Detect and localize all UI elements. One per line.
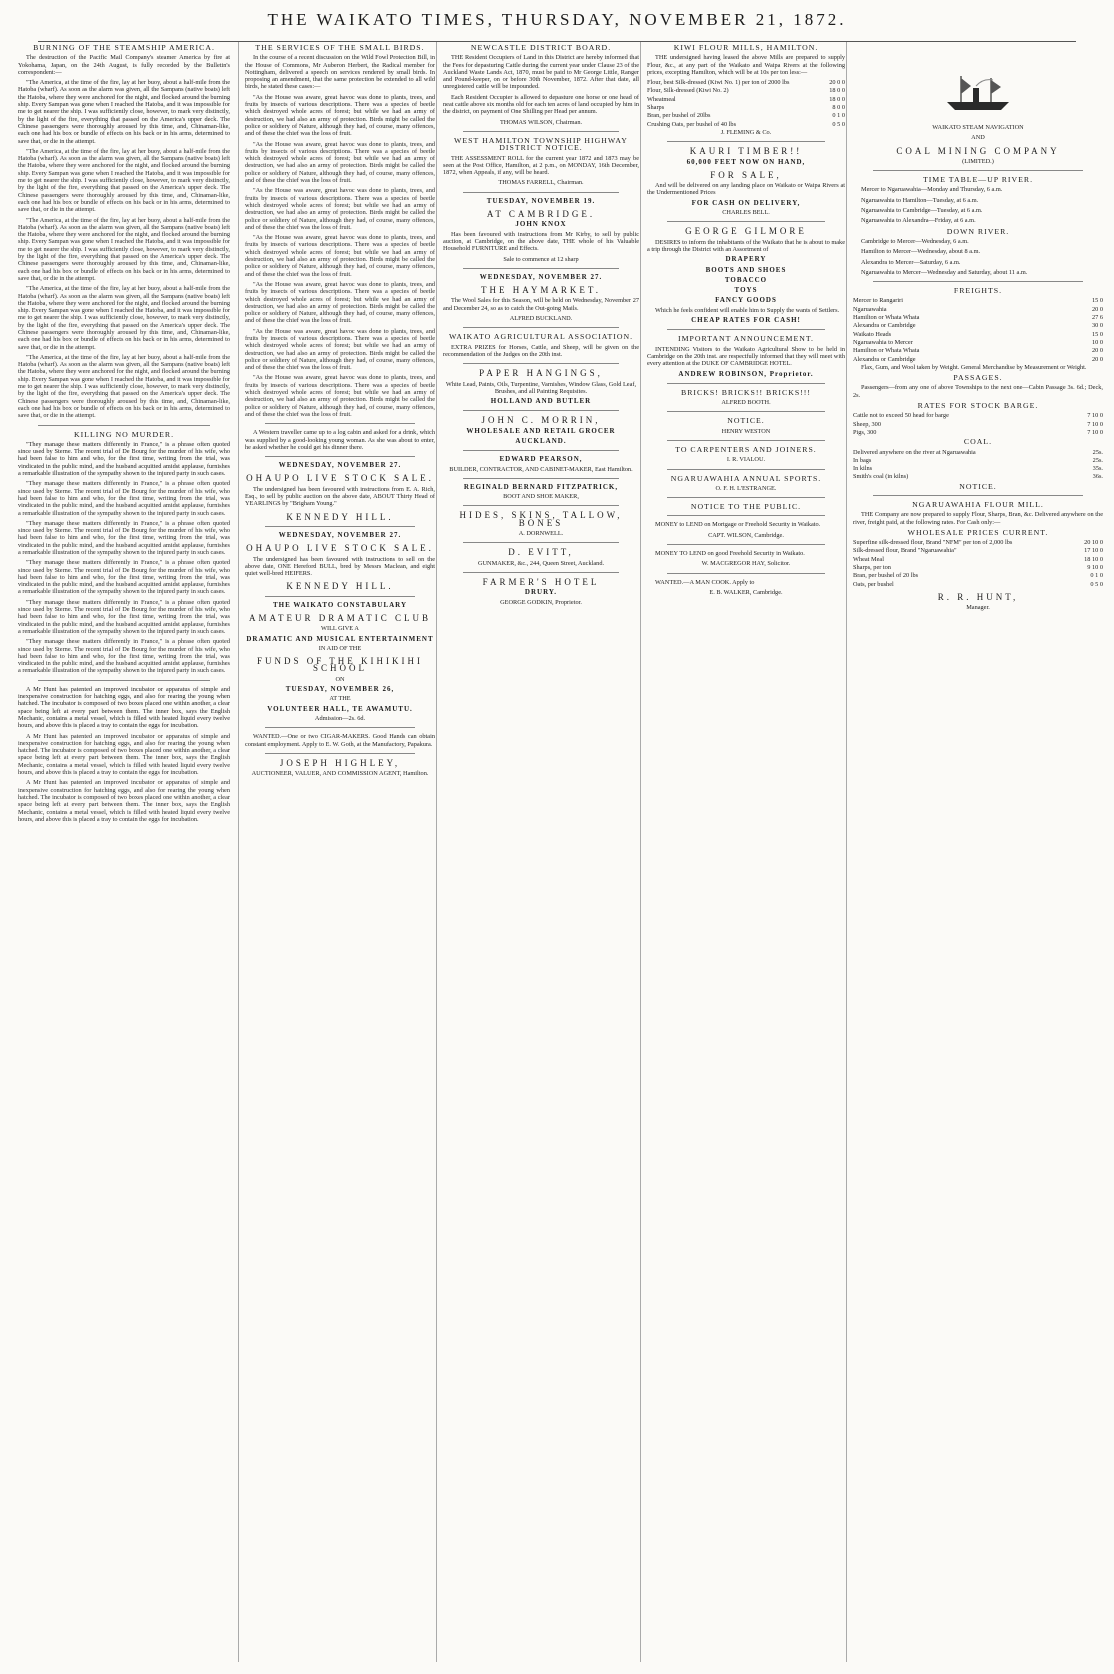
freight-row xyxy=(853,322,1103,329)
ad-title: JOSEPH HIGHLEY, xyxy=(279,757,401,768)
column-1 xyxy=(18,42,236,1662)
goods-item: TOBACCO xyxy=(724,275,768,284)
ad-body: The Wool Sales for this Season, will be held on Wednesday, November 27 and December 24, so as to catch the Out-going Mails. xyxy=(443,297,639,312)
article-paragraph: "As the House was aware, great havoc was done to plants, trees, and fruits by insects of various descriptions. There was a species of beetle which destroyed whole acres of forest; but while we had an army of destruction, we had also an army of protection. Birds might be called the police or soldiery of Nature, although they had, of course, many offences, and of these the chief was the loss of fruit. xyxy=(245,140,435,185)
ad-body: White Lead, Paints, Oils, Turpentine, Varnishes, Window Glass, Gold Leaf, Brushes, and all Painting Requisites. xyxy=(445,380,637,395)
freight-row-value: 27 6 xyxy=(1091,314,1103,322)
coal-row-value: 35s. xyxy=(1092,465,1103,473)
divider xyxy=(463,572,619,573)
price-row xyxy=(647,87,845,94)
freight-row-label: Alexandra or Cambridge xyxy=(853,322,916,330)
ad-signature: E. B. WALKER, Cambridge. xyxy=(709,588,783,596)
ad-date: TUESDAY, NOVEMBER 19. xyxy=(486,196,596,205)
passages-heading: PASSAGES. xyxy=(953,373,1003,383)
rate-row-label: Pigs, 300 xyxy=(853,428,877,436)
notice-signature: THOMAS FARRELL, Chairman. xyxy=(498,179,584,187)
column-3 xyxy=(436,42,645,1662)
timetable-row: Cambridge to Mercer—Wednesday, 6 a.m. xyxy=(861,237,969,245)
ad-body: The undersigned has been favoured with instructions from E. A. Rich, Esq., to sell by public auction on the above date, ABOUT Thirty Head of YEARLINGS by "Brigham Young." xyxy=(245,485,435,508)
ad-signature: W. MACGREGOR HAY, Solicitor. xyxy=(701,560,791,568)
rate-row-value: 7 10 0 xyxy=(1087,428,1103,436)
ad-signature: O. F. H. L'ESTRANGE. xyxy=(715,484,777,492)
price-row xyxy=(647,112,845,119)
article-heading: BURNING OF THE STEAMSHIP AMERICA. xyxy=(33,43,215,52)
freight-row-value: 20 0 xyxy=(1091,355,1103,363)
mill-row-label: Superfine silk-dressed flour, Brand "NFM" per ton of 2,000 lbs xyxy=(853,539,1013,547)
coal-row xyxy=(853,473,1103,480)
divider xyxy=(667,469,825,470)
price-row-label: Sharps xyxy=(647,104,665,112)
freight-row-label: Alexandra or Cambridge xyxy=(853,355,916,363)
rate-row-value: 7 10 0 xyxy=(1087,420,1103,428)
divider xyxy=(463,268,619,269)
timetable-up xyxy=(853,186,1103,224)
price-row xyxy=(647,121,845,128)
notice-heading: WEST HAMILTON TOWNSHIP HIGHWAY DISTRICT NOTICE. xyxy=(454,135,628,153)
divider xyxy=(265,596,415,597)
mill-row-label: Wheat Meal xyxy=(853,555,884,563)
ad-title: REGINALD BERNARD FITZPATRICK, xyxy=(463,482,619,491)
ad-subtitle: AMATEUR DRAMATIC CLUB xyxy=(248,613,431,623)
article-paragraph: "They manage these matters differently in France," is a phrase often quoted since used by Sterne. The recent trial of De Bourg for the murder of his wife, who had been false to him and who, for the first time, writing from the trial, was vindicated in the public mind, and the husband acquitted amidst applause, furnishes a remarkable illustration of the sympathy shown to the injured party in such cases. xyxy=(18,480,230,517)
ad-heading: KIWI FLOUR MILLS, HAMILTON. xyxy=(673,43,819,52)
goods-item: FANCY GOODS xyxy=(715,296,777,305)
ad-signature: HOLLAND AND BUTLER xyxy=(490,397,592,406)
rates-table xyxy=(853,412,1103,436)
ad-title: THE WAIKATO CONSTABULARY xyxy=(272,600,408,609)
freight-row xyxy=(853,339,1103,346)
ad-date: WEDNESDAY, NOVEMBER 27. xyxy=(278,461,402,470)
price-row-label: Wheatmeal xyxy=(647,95,676,103)
ad-line: Sale to commence at 12 sharp xyxy=(503,255,579,263)
price-row xyxy=(647,96,845,103)
timetable-row: Hamilton to Mercer—Wednesday, about 8 a.m. xyxy=(861,248,981,256)
freight-row-label: Ngaruawahia to Mercer xyxy=(853,338,913,346)
notice-paragraph: THE ASSESSMENT ROLL for the current year 1872 and 1873 may be seen at the Post Office, Hamilton, at 2 p.m., on MONDAY, 16th December, 1872, when Appeals, if any, will be heard. xyxy=(443,154,639,177)
ad-line: ON xyxy=(335,675,345,683)
ad-title: OHAUPO LIVE STOCK SALE. xyxy=(246,543,434,554)
price-row-value: 20 0 0 xyxy=(829,79,845,87)
freight-row-value: 15 0 xyxy=(1091,330,1103,338)
ad-signature: A. DORNWELL. xyxy=(518,530,564,538)
timetable-row: Ngaruawahia to Cambridge—Tuesday, at 6 a.m. xyxy=(861,207,983,215)
freight-row-value: 10 0 xyxy=(1091,338,1103,346)
ad-signature: ALFRED BOOTH. xyxy=(721,399,771,407)
notice-paragraph: Each Resident Occupier is allowed to depasture one horse or one head of neat cattle above six months old for each ten acres of land occupied by him in the district, on payment of One Shilling per Head per annum. xyxy=(443,93,640,116)
rate-row-value: 7 10 0 xyxy=(1087,412,1103,420)
notice-heading: NEWCASTLE DISTRICT BOARD. xyxy=(470,43,612,52)
mill-row-value: 0 1 0 xyxy=(1090,572,1103,580)
coal-row-label: In bags xyxy=(853,456,872,464)
ad-title: JOHN C. MORRIN, xyxy=(481,415,601,426)
divider xyxy=(667,573,825,574)
ad-title: AT CAMBRIDGE. xyxy=(486,209,596,220)
freight-row xyxy=(853,297,1103,304)
price-row-value: 0 1 0 xyxy=(832,112,845,120)
ad-title: GEORGE GILMORE xyxy=(685,226,807,237)
ad-heading: NOTICE. xyxy=(727,416,765,426)
divider xyxy=(667,329,825,330)
rate-row xyxy=(853,412,1103,419)
mill-row-value: 0 5 0 xyxy=(1090,580,1103,588)
ad-signature: KENNEDY HILL. xyxy=(286,581,394,592)
article-paragraph: A Western traveller came up to a log cabin and asked for a drink, which was supplied by a good-looking young woman. As she was about to enter, he asked whether he could get his dinner there. xyxy=(245,429,435,451)
ad-title: FARMER'S HOTEL xyxy=(482,576,600,587)
timetable-down xyxy=(853,238,1103,276)
ad-line: FUNDS OF THE KIHIKIHI SCHOOL xyxy=(256,656,424,674)
divider xyxy=(667,440,825,441)
goods-item: DRAPERY xyxy=(725,255,767,264)
ad-title: THE HAYMARKET. xyxy=(481,285,601,296)
mill-row-value: 18 10 0 xyxy=(1084,555,1103,563)
price-row-value: 18 0 0 xyxy=(829,95,845,103)
article-paragraph: "As the House was aware, great havoc was done to plants, trees, and fruits by insects of various descriptions. There was a species of beetle which destroyed whole acres of forest; but while we had an army of destruction, we had also an army of protection. Birds might be called the police or soldiery of Nature, although they had, of course, many offences, and of these the chief was the loss of fruit. xyxy=(245,93,435,138)
ad-auctioneer: JOHN KNOX xyxy=(515,220,567,229)
article-paragraph: "The America, at the time of the fire, lay at her buoy, about a half-mile from the Hatoba (wharf). As soon as the alarm was given, all the Sampans (native boats) left the Hatoba, where they were anchored for the night, and flocked around the burning ship. Every Sampan was gone when I reached the Hatoba, and it was impossible for me to get nearer the ship. I was sufficiently close, however, to mark very distinctly, by the light of the fire, everything that passed on the America's upper deck. The Chinese passengers were thoroughly aroused by this time, and, Chinaman-like, each one had his box or bundle of effects on his back or in his arms, determined to save that, or die in the attempt. xyxy=(18,147,230,214)
divider xyxy=(463,542,619,543)
divider xyxy=(667,221,825,222)
freight-row-label: Waikato Heads xyxy=(853,330,892,338)
freight-row xyxy=(853,356,1103,363)
article-paragraph: "They manage these matters differently in France," is a phrase often quoted since used by Sterne. The recent trial of De Bourg for the murder of his wife, who had been false to him and who, for the first time, writing from the trial, was vindicated in the public mind, and the husband acquitted amidst applause, furnishes a remarkable illustration of the sympathy shown to the injured party in such cases. xyxy=(18,519,230,556)
ad-body: WANTED.—One or two CIGAR-MAKERS. Good Hands can obtain constant employment. Apply to E. W. Goth, at the Manufactory, Papakura. xyxy=(245,733,435,748)
price-row-label: Flour, best Silk-dressed (Kiwi No. 1) per ton of 2000 lbs xyxy=(647,79,790,87)
goods-item: BOOTS AND SHOES xyxy=(705,265,787,274)
freight-row-label: Mercer to Rangariri xyxy=(853,297,904,305)
timetable-row: Alexandra to Mercer—Saturday, 6 a.m. xyxy=(861,258,961,266)
ad-line: FOR SALE, xyxy=(710,169,782,180)
article-paragraph: "They manage these matters differently in France," is a phrase often quoted since used by Sterne. The recent trial of De Bourg for the murder of his wife, who had been false to him and who, for the first time, writing from the trial, was vindicated in the public mind, and the husband acquitted amidst applause, furnishes a remarkable illustration of the sympathy shown to the injured party in such cases. xyxy=(18,598,230,635)
article-paragraph: "As the House was aware, great havoc was done to plants, trees, and fruits by insects of various descriptions. There was a species of beetle which destroyed whole acres of forest; but while we had an army of destruction, we had also an army of protection. Birds might be called the police or soldiery of Nature, although they had, of course, many offences, and of these the chief was the loss of fruit. xyxy=(245,187,435,231)
ad-heading: IMPORTANT ANNOUNCEMENT. xyxy=(678,334,814,344)
ad-signature: ANDREW ROBINSON, Proprietor. xyxy=(678,369,814,378)
mill-row-value: 20 10 0 xyxy=(1084,539,1103,547)
freight-row xyxy=(853,314,1103,321)
prices-heading: WHOLESALE PRICES CURRENT. xyxy=(907,527,1049,537)
ad-line: VOLUNTEER HALL, TE AWAMUTU. xyxy=(267,704,413,713)
ad-body: And will be delivered on any landing place on Waikato or Waipa Rivers at the Undermentioned Prices xyxy=(647,182,845,197)
ad-line: DRURY. xyxy=(524,588,558,597)
ad-body: THE undersigned having leased the above Mills are prepared to supply Flour, &c., at any part of the Waikato and Waipa Rivers at the following prices, excepting Hamilton, which will be at 10s per ton less:— xyxy=(647,54,845,76)
coal-row-label: Delivered anywhere on the river at Ngaruawahia xyxy=(853,448,976,456)
mill-row xyxy=(853,572,1103,579)
ad-heading: NOTICE TO THE PUBLIC. xyxy=(690,502,802,512)
ad-body: MONEY to LEND on Mortgage or Freehold Security in Waikato. xyxy=(655,521,821,529)
company-name: WAIKATO STEAM NAVIGATION xyxy=(932,124,1024,131)
ad-line: Admission—2s. 6d. xyxy=(314,714,366,722)
ad-body: Flax, Gum, and Wool taken by Weight. General Merchandise by Measurement or Weight. xyxy=(861,363,1087,371)
ad-line: AUCTIONEER, VALUER, AND COMMISSION AGENT, Hamilton. xyxy=(251,770,429,778)
ad-line: BUILDER, CONTRACTOR, AND CABINET-MAKER, East Hamilton. xyxy=(449,465,633,473)
ad-body: MONEY TO LEND on good Freehold Security in Waikato. xyxy=(655,550,805,558)
article-heading: THE SERVICES OF THE SMALL BIRDS. xyxy=(255,43,425,52)
timetable-heading: DOWN RIVER. xyxy=(946,226,1010,236)
ad-subtitle: WHOLESALE AND RETAIL GROCER xyxy=(466,426,616,435)
article-paragraph: "The America, at the time of the fire, lay at her buoy, about a half-mile from the Hatoba (wharf). As soon as the alarm was given, all the Sampans (native boats) left the Hatoba, where they were anchored for the night, and flocked around the burning ship. Every Sampan was gone when I reached the Hatoba, and it was impossible for me to get nearer the ship. I was sufficiently close, however, to mark very distinctly, by the light of the fire, everything that passed on the America's upper deck. The Chinese passengers were thoroughly aroused by this time, and, Chinaman-like, each one had his box or bundle of effects on his back or in his arms, determined to save that, or die in the attempt. xyxy=(18,216,230,282)
article-paragraph: "As the House was aware, great havoc was done to plants, trees, and fruits by insects of various descriptions. There was a species of beetle which destroyed whole acres of forest; but while we had an army of destruction, we had also an army of protection. Birds might be called the police or soldiery of Nature, although they had, of course, many offences, and of these the chief was the loss of fruit. xyxy=(245,280,435,325)
mill-row xyxy=(853,581,1103,588)
divider xyxy=(667,544,825,545)
ad-signature: CAPT. WILSON, Cambridge. xyxy=(708,531,784,539)
article-paragraph: "The America, at the time of the fire, lay at her buoy, about a half-mile from the Hatoba (wharf). As soon as the alarm was given, all the Sampans (native boats) left the Hatoba, where they were anchored for the night, and flocked around the burning ship. Every Sampan was gone when I reached the Hatoba, and it was impossible for me to get nearer the ship. I was sufficiently close, however, to mark very distinctly, by the light of the fire, everything that passed on the America's upper deck. The Chinese passengers were thoroughly aroused by this time, and, Chinaman-like, each one had his box or bundle of effects on his back or in his arms, determined to save that, or die in the attempt. xyxy=(18,285,230,351)
ad-title: HIDES, SKINS, TALLOW, BONES xyxy=(459,510,623,528)
freight-row xyxy=(853,331,1103,338)
ad-body: THE Company are now prepared to supply Flour, Sharps, Bran, &c. Delivered anywhere on the river, freight paid, at the following rates. For Cash only:— xyxy=(853,511,1103,526)
ad-signature: GEORGE GODKIN, Proprietor. xyxy=(500,598,582,606)
article-heading: KILLING NO MURDER. xyxy=(73,429,175,439)
price-row-label: Flour, Silk-dressed (Kiwi No. 2) xyxy=(647,87,729,95)
ad-date: WEDNESDAY, NOVEMBER 27. xyxy=(479,272,603,281)
manager-signature: R. R. HUNT, xyxy=(937,591,1019,602)
notice-paragraph: THE Resident Occupiers of Land in this District are hereby informed that the Fees for depasturing Cattle during the current year under Clause 23 of the Auckland Waste Lands Act, 1870, must be paid to Mr George Little, Ranger and Pound-keeper, on or before 30th November, 1872. After that date, all unregistered cattle will be impounded. xyxy=(443,54,639,91)
timetable-row: Ngaruawahia to Mercer—Wednesday and Saturday, about 11 a.m. xyxy=(861,268,1028,276)
freight-row-value: 15 0 xyxy=(1091,297,1103,305)
article-paragraph: "As the House was aware, great havoc was done to plants, trees, and fruits by insects of various descriptions. There was a species of beetle which destroyed whole acres of forest; but while we had an army of destruction, we had also an army of protection. Birds might be called the police or soldiery of Nature, although they had, of course, many offences, and of these the chief was the loss of fruit. xyxy=(245,234,435,278)
divider xyxy=(38,680,210,681)
article-paragraph: "The America, at the time of the fire, lay at her buoy, about a half-mile from the Hatoba (wharf). As soon as the alarm was given, all the Sampans (native boats) left the Hatoba, where they were anchored for the night, and flocked around the burning ship. Every Sampan was gone when I reached the Hatoba, and it was impossible for me to get nearer the ship. I was sufficiently close, however, to mark very distinctly, by the light of the fire, everything that passed on the America's upper deck. The Chinese passengers were thoroughly aroused by this time, and, Chinaman-like, each one had his box or bundle of effects on his back or in his arms, determined to save that, or die in the attempt. xyxy=(18,353,230,420)
article-paragraph: "As the House was aware, great havoc was done to plants, trees, and fruits by insects of various descriptions. There was a species of beetle which destroyed whole acres of forest; but while we had an army of destruction, we had also an army of protection. Birds might be called the police or soldiery of Nature, although they had, of course, many offences, and of these the chief was the loss of fruit. xyxy=(245,374,435,418)
divider xyxy=(463,327,619,328)
price-row-label: Crushing Oats, per bushel of 40 lbs xyxy=(647,120,737,128)
ad-heading: BRICKS! BRICKS!! BRICKS!!! xyxy=(681,387,811,397)
freight-row-value: 20 0 xyxy=(1091,305,1103,313)
coal-row xyxy=(853,457,1103,464)
ad-signature: J. FLEMING & Co. xyxy=(720,128,772,136)
article-paragraph: "They manage these matters differently in France," is a phrase often quoted since used by Sterne. The recent trial of De Bourg for the murder of his wife, who had been false to him and who, for the first time, writing from the trial, was vindicated in the public mind, and the husband acquitted amidst applause, furnishes a remarkable illustration of the sympathy shown to the injured party in such cases. xyxy=(18,440,230,478)
divider xyxy=(38,425,210,426)
rate-row-label: Cattle not to exceed 50 head for barge xyxy=(853,412,949,420)
freight-row-label: Hamilton or Whata Whata xyxy=(853,347,920,355)
coal-heading: COAL. xyxy=(963,437,993,447)
article-paragraph: A Mr Hunt has patented an improved incubator or apparatus of simple and inexpensive construction for hatching eggs, and also for rearing the young when hatched. The incubator is composed of two boxes placed one within another, a clear space being left at every part between them. The inner box, says the English Mechanic, contains a metal vessel, which is filled with heated liquid every twelve hours, and above this is placed a tray to contain the eggs for incubation. xyxy=(18,685,230,730)
ad-body: Passengers—from any one of above Townships to the next one—Cabin Passage 3s. 6d.; Deck, 2s. xyxy=(853,384,1103,399)
mill-row xyxy=(853,547,1103,554)
freight-row-value: 20 0 xyxy=(1091,347,1103,355)
masthead xyxy=(0,0,1114,42)
rate-row xyxy=(853,429,1103,436)
divider xyxy=(463,363,619,364)
manager-title: Manager. xyxy=(966,604,990,612)
divider xyxy=(265,526,415,527)
timetable-heading: TIME TABLE—UP RIVER. xyxy=(922,175,1034,185)
divider xyxy=(667,411,825,412)
article-paragraph: A Mr Hunt has patented an improved incubator or apparatus of simple and inexpensive construction for hatching eggs, and also for rearing the young when hatched. The incubator is composed of two boxes placed one within another, a clear space being left at every part between them. The inner box, says the English Mechanic, contains a metal vessel, which is filled with heated liquid every twelve hours, and above this is placed a tray to contain the eggs for incubation. xyxy=(18,779,230,823)
divider xyxy=(667,141,825,142)
column-4 xyxy=(640,42,851,1662)
timetable-row: Ngaruawahia to Hamilton—Tuesday, at 6 a.m. xyxy=(861,196,979,204)
article-paragraph: "They manage these matters differently in France," is a phrase often quoted since used by Sterne. The recent trial of De Bourg for the murder of his wife, who had been false to him and who, for the first time, writing from the trial, was vindicated in the public mind, and the husband acquitted amidst applause, furnishes a remarkable illustration of the sympathy shown to the injured party in such cases. xyxy=(18,638,230,675)
divider xyxy=(463,450,619,451)
ad-line: WILL GIVE A xyxy=(321,625,359,633)
ad-date: WEDNESDAY, NOVEMBER 27. xyxy=(278,530,402,539)
coal-table xyxy=(853,449,1103,481)
mill-heading: NGARUAWAHIA FLOUR MILL. xyxy=(912,499,1044,509)
ad-body: WANTED.—A MAN COOK. Apply to xyxy=(655,578,755,586)
divider xyxy=(265,456,415,457)
divider xyxy=(667,515,825,516)
ad-body: Has been favoured with instructions from Mr Kirby, to sell by public auction, at Cambridge, on the above date, THE whole of his Valuable Household FURNITURE and Effects. xyxy=(443,230,639,253)
column-2 xyxy=(238,42,441,1662)
price-row-value: 8 0 0 xyxy=(832,104,845,112)
notice-heading: WAIKATO AGRICULTURAL ASSOCIATION. xyxy=(448,332,634,342)
ad-line: TUESDAY, NOVEMBER 26, xyxy=(285,685,395,694)
price-list xyxy=(647,79,845,128)
article-paragraph: A Mr Hunt has patented an improved incubator or apparatus of simple and inexpensive construction for hatching eggs, and also for rearing the young when hatched. The incubator is composed of two boxes placed one within another, a clear space being left at every part between them. The inner box, says the English Mechanic, contains a metal vessel, which is filled with heated liquid every twelve hours, and above this is placed a tray to contain the eggs for incubation. xyxy=(18,732,230,777)
price-row xyxy=(647,104,845,111)
ad-body: The undersigned has been favoured with instructions to sell on the above date, ONE Hereford BULL, bred by Messrs Maclean, and eight quiet well-bred HEIFERS. xyxy=(245,555,435,578)
price-row xyxy=(647,79,845,86)
divider xyxy=(667,383,825,384)
ad-heading: NGARUAWAHIA ANNUAL SPORTS. xyxy=(670,473,822,483)
ad-title: OHAUPO LIVE STOCK SALE. xyxy=(246,473,434,484)
ad-body: Which he feels confident will enable him to Supply the wants of Settlers. xyxy=(655,306,840,314)
ad-signature: I. R. VIALOU. xyxy=(726,456,766,464)
divider xyxy=(265,753,415,754)
ad-line: AUCKLAND. xyxy=(515,436,567,445)
ad-line: DRAMATIC AND MUSICAL ENTERTAINMENT xyxy=(246,634,434,643)
mill-row xyxy=(853,539,1103,546)
ad-line: AT THE xyxy=(329,695,351,703)
company-limited: (LIMITED.) xyxy=(962,157,994,165)
ad-line: GUNMAKER, &c., 244, Queen Street, Auckland. xyxy=(477,559,605,567)
coal-row-label: Smith's coal (in kilns) xyxy=(853,473,909,481)
ad-signature: HENRY WESTON xyxy=(721,427,771,435)
ad-title: KAURI TIMBER!! xyxy=(689,146,803,157)
divider xyxy=(265,727,415,728)
ad-line: CHEAP RATES FOR CASH! xyxy=(691,316,801,325)
newspaper-title: THE WAIKATO TIMES, THURSDAY, NOVEMBER 21, 1872. xyxy=(267,10,847,29)
rate-row-label: Sheep, 300 xyxy=(853,420,881,428)
rates-heading: RATES FOR STOCK BARGE. xyxy=(917,401,1039,411)
article-paragraph: The destruction of the Pacific Mail Company's steamer America by fire at Yokohama, Japan, on the 24th August, is fully recorded by the Bulletin's correspondent:— xyxy=(18,54,230,76)
ad-heading: TO CARPENTERS AND JOINERS. xyxy=(675,444,817,454)
ad-title: D. EVITT, xyxy=(508,547,574,558)
freights-table xyxy=(853,297,1103,362)
ad-body: DESIRES to inform the inhabitants of the Waikato that he is about to make a trip through the District with an Assortment of xyxy=(647,238,845,253)
mill-row-value: 9 10 0 xyxy=(1087,564,1103,572)
ad-body: INTENDING Visitors to the Waikato Agricultural Show to be held in Cambridge on the 20th inst. are respectfully informed that they will meet with every attention at the DUKE OF CAMBRIDGE HOTEL. xyxy=(647,345,845,368)
company-name-and: AND xyxy=(971,134,985,142)
ad-title: EDWARD PEARSON, xyxy=(499,455,583,464)
notice-paragraph: EXTRA PRIZES for Horses, Cattle, and Sheep, will be given on the recommendation of the Judges on the 20th inst. xyxy=(443,343,639,358)
ad-line: IN AID OF THE xyxy=(318,644,362,652)
coal-row-value: 25s. xyxy=(1092,448,1103,456)
coal-row xyxy=(853,449,1103,456)
freight-row-label: Hamilton or Whata Whata xyxy=(853,314,920,322)
mill-row-value: 17 10 0 xyxy=(1084,547,1103,555)
article-paragraph: "As the House was aware, great havoc was done to plants, trees, and fruits by insects of various descriptions. There was a species of beetle which destroyed whole acres of forest; but while we had an army of destruction, we had also an army of protection. Birds might be called the police or soldiery of Nature, although they had, of course, many offences, and of these the chief was the loss of fruit. xyxy=(245,327,435,372)
freight-row-value: 30 0 xyxy=(1091,322,1103,330)
coal-row-label: In kilns xyxy=(853,465,873,473)
freight-row xyxy=(853,306,1103,313)
company-name: COAL MINING COMPANY xyxy=(896,145,1060,156)
notice-heading: NOTICE. xyxy=(959,481,997,491)
mill-row xyxy=(853,564,1103,571)
ad-signature: KENNEDY HILL. xyxy=(286,511,394,522)
timetable-row: Ngaruawahia to Alexandra—Friday, at 6 a.m. xyxy=(861,217,976,225)
freight-row xyxy=(853,347,1103,354)
mill-row-label: Bran, per bushel of 20 lbs xyxy=(853,572,919,580)
divider xyxy=(463,192,619,193)
price-row-label: Bran, per bushel of 20lbs xyxy=(647,112,711,120)
divider xyxy=(873,281,1083,282)
freights-heading: FREIGHTS. xyxy=(953,286,1003,296)
column-5 xyxy=(846,42,1109,1662)
timetable-row: Mercer to Ngaruawahia—Monday and Thursday, 6 a.m. xyxy=(861,186,1003,194)
mill-row-label: Sharps, per ton xyxy=(853,564,891,572)
mill-row xyxy=(853,556,1103,563)
ad-line: BOOT AND SHOE MAKER, xyxy=(503,493,579,501)
goods-item: TOYS xyxy=(734,286,758,295)
steamship-icon xyxy=(943,72,1013,114)
freight-row-label: Ngaruawahia xyxy=(853,305,887,313)
ad-signature: CHARLES BELL. xyxy=(722,209,770,217)
price-row-value: 18 0 0 xyxy=(829,87,845,95)
mill-row-label: Silk-dressed flour, Brand "Ngaruawahia" xyxy=(853,547,957,555)
notice-signature: THOMAS WILSON, Chairman. xyxy=(499,118,583,126)
divider xyxy=(873,170,1083,171)
rate-row xyxy=(853,421,1103,428)
mill-row-label: Oats, per bushel xyxy=(853,580,894,588)
price-row-value: 0 5 0 xyxy=(832,120,845,128)
divider xyxy=(265,423,415,424)
coal-row-value: 36s. xyxy=(1092,473,1103,481)
divider xyxy=(873,495,1083,496)
coal-row xyxy=(853,465,1103,472)
article-paragraph: In the course of a recent discussion on the Wild Fowl Protection Bill, in the House of Commons, Mr Auberon Herbert, the Radical member for Nottingham, delivered a speech on services rendered by small birds. In proposing an amendment, that the same protection be extended to all wild birds, he stated these cases:— xyxy=(245,54,435,91)
divider xyxy=(463,478,619,479)
divider xyxy=(463,131,619,132)
article-paragraph: "The America, at the time of the fire, lay at her buoy, about a half-mile from the Hatoba (wharf). As soon as the alarm was given, all the Sampans (native boats) left the Hatoba, where they were anchored for the night, and flocked around the burning ship. Every Sampan was gone when I reached the Hatoba, and it was impossible for me to get nearer the ship. I was sufficiently close, however, to mark very distinctly, by the light of the fire, everything that passed on the America's upper deck. The Chinese passengers were thoroughly aroused by this time, and, Chinaman-like, each one had his box or bundle of effects on his back or in his arms, determined to save that, or die in the attempt. xyxy=(18,79,230,145)
coal-row-value: 25s. xyxy=(1092,456,1103,464)
ad-subtitle: 60,000 FEET NOW ON HAND, xyxy=(686,157,806,166)
article-paragraph: "They manage these matters differently in France," is a phrase often quoted since used by Sterne. The recent trial of De Bourg for the murder of his wife, who had been false to him and who, for the first time, writing from the trial, was vindicated in the public mind, and the husband acquitted amidst applause, furnishes a remarkable illustration of the sympathy shown to the injured party in such cases. xyxy=(18,559,230,596)
ad-title: PAPER HANGINGS, xyxy=(479,368,603,379)
ad-signature: ALFRED BUCKLAND. xyxy=(509,315,573,323)
divider xyxy=(667,497,825,498)
divider xyxy=(463,505,619,506)
divider xyxy=(463,410,619,411)
ad-line: FOR CASH ON DELIVERY, xyxy=(691,198,801,207)
mill-price-table xyxy=(853,539,1103,588)
